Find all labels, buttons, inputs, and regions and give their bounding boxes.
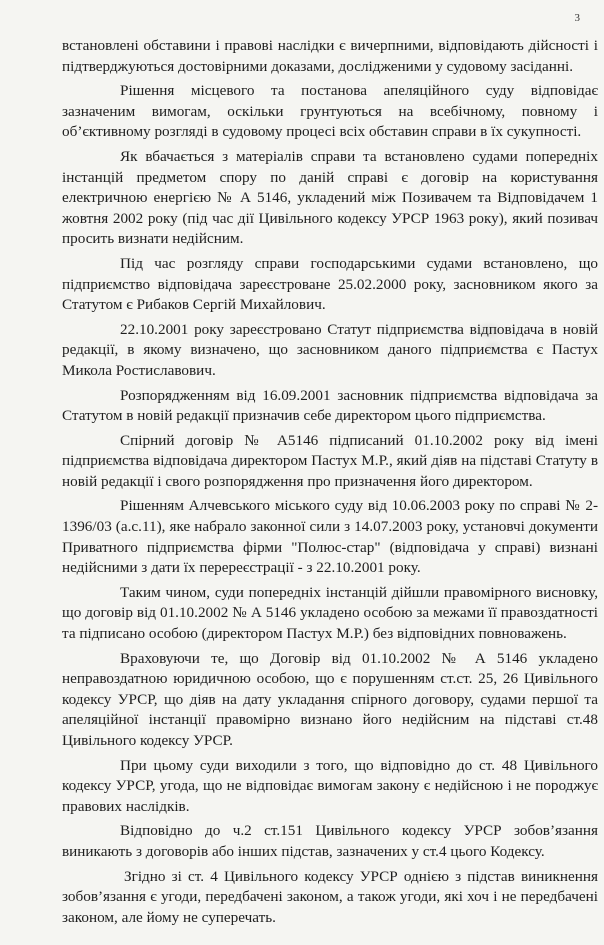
paragraph: Згідно зі ст. 4 Цивільного кодексу УРСР однією з підстав виникнення зобов’язання є угоди, передбачені законом, а також угоди, які хоч і не передбачені законом, але йому не суперечать. <box>62 867 598 926</box>
paragraph: При цьому суди виходили з того, що відповідно до ст. 48 Цивільного кодексу УРСР, угода, що не відповідає вимогам закону є недійсною і не породжує правових наслідків. <box>62 756 598 815</box>
paragraph: встановлені обставини і правові наслідки є вичерпними, відповідають дійсності і підтверджуються достовірними доказами, дослідженими у судовому засіданні. <box>62 37 598 75</box>
paragraph: Спірний договір № А5146 підписаний 01.10.2002 року від імені підприємства відповідача директором Пастух М.Р., який діяв на підставі Статуту в новій редакції і свого розпорядження про призначення його директором. <box>62 431 598 490</box>
paragraph: 22.10.2001 року зареєстровано Статут підприємства відповідача в новій редакції, в якому визначено, що засновником даного підприємства є Пастух Микола Ростиславович. <box>62 320 598 379</box>
paragraph: Враховуючи те, що Договір від 01.10.2002 № А 5146 укладено неправоздатною юридичною особою, що є порушенням ст.ст. 25, 26 Цивільного кодексу УРСР, що діяв на дату укладання спірного договору, судами першої та апеляційної інстанції правомірно визнано його недійсним на підставі ст.48 Цивільного кодексу УРСР. <box>62 649 598 749</box>
page-number: 3 <box>574 12 580 24</box>
paragraph: Рішення місцевого та постанова апеляційного суду відповідає зазначеним вимогам, оскільки грунтуються на всебічному, повному і об’єктивному розгляді в судовому процесі всіх обставин справи в їх сукупності. <box>62 82 598 141</box>
document-body <box>62 36 598 932</box>
paragraph: Розпорядженням від 16.09.2001 засновник підприємства відповідача за Статутом в новій редакції призначив себе директором цього підприємства. <box>62 386 598 425</box>
paragraph: Відповідно до ч.2 ст.151 Цивільного кодексу УРСР зобов’язання виникають з договорів або інших підстав, зазначених у ст.4 цього Кодексу. <box>62 822 598 860</box>
paragraph: Як вбачається з матеріалів справи та встановлено судами попередніх інстанцій предметом спору по даній справі є договір на користування електричною енергією № А 5146, укладений між Позивачем та Відповідачем 1 жовтня 2002 року (під час дії Цивільного кодексу УРСР 1963 року), який позивач просить визнати недійсним. <box>62 147 598 248</box>
paragraph: Під час розгляду справи господарськими судами встановлено, що підприємство відповідача зареєстроване 25.02.2000 року, засновником якого за Статутом є Рибаков Сергій Михайлович. <box>62 254 598 314</box>
paragraph: Таким чином, суди попередніх інстанцій дійшли правомірного висновку, що договір від 01.10.2002 № А 5146 укладено особою за межами її правоздатності та підписано особою (директором Пастух М.Р.) без відповідних повноважень. <box>62 583 598 643</box>
paragraph: Рішенням Алчевського міського суду від 10.06.2003 року по справі № 2-1396/03 (а.с.11), яке набрало законної сили з 14.07.2003 року, установчі документи Приватного підприємства фірми "Полюс-стар" (відповідача у справі) визнані недійсними з дати їх перереєстрації - з 22.10.2001 року. <box>62 497 598 577</box>
